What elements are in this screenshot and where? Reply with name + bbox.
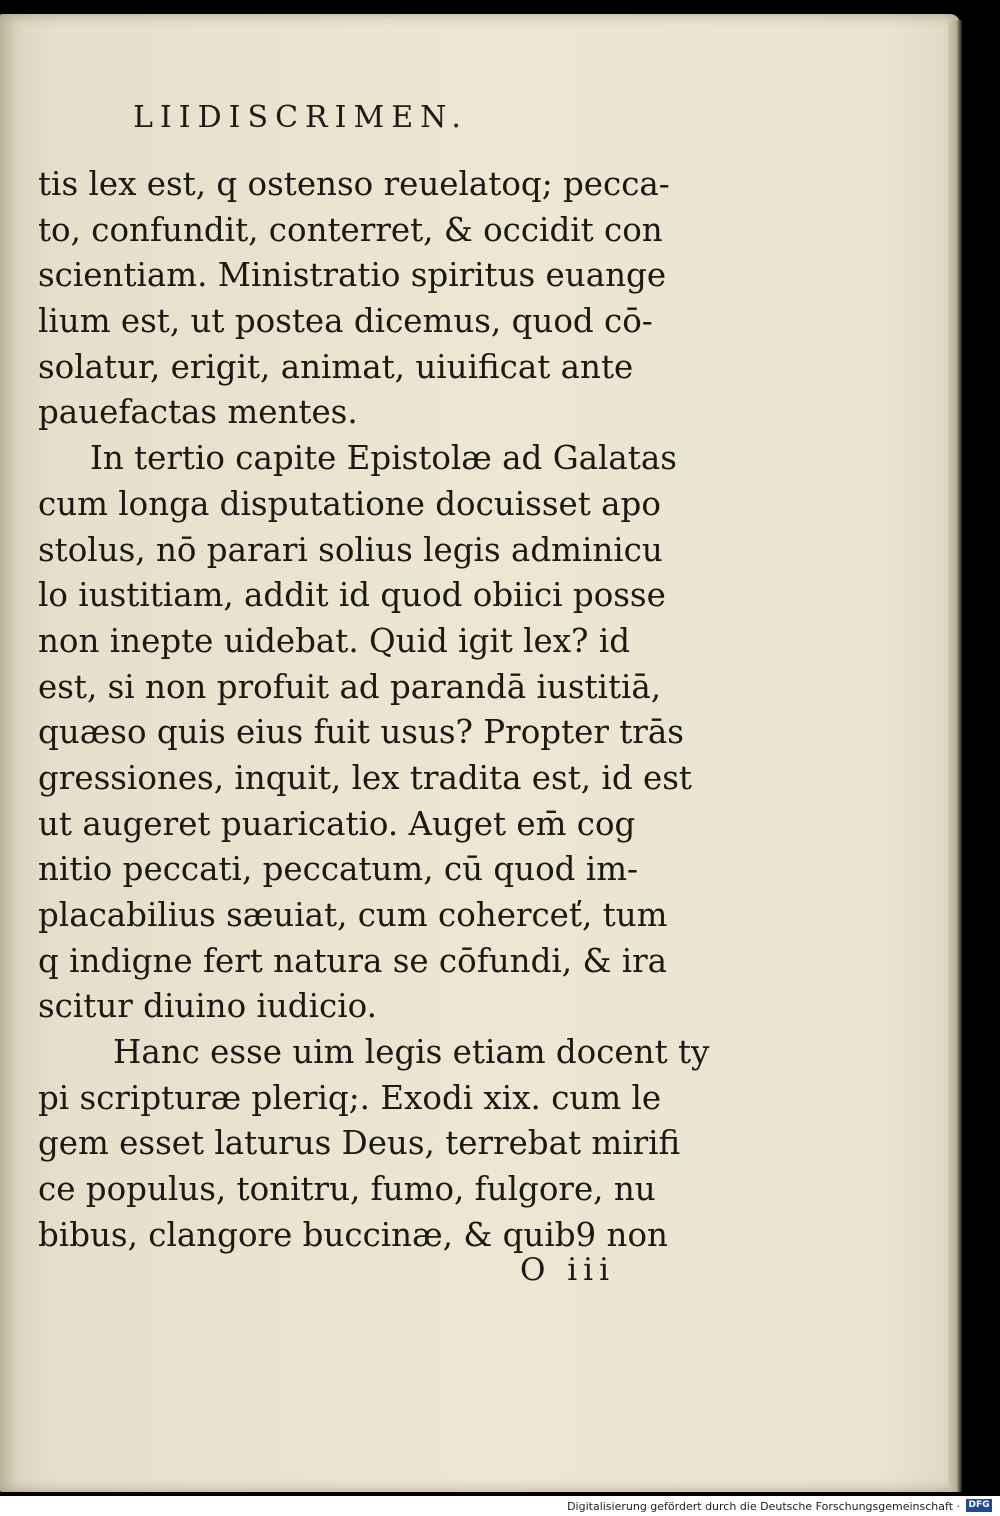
text-line: lo iustitiam, addit id quod obiici posse: [38, 576, 666, 615]
text-line: est, si non profuit ad parandā iustitiā,: [38, 667, 662, 706]
text-line: placabilius sæuiat, cum coherceť, tum: [38, 896, 668, 934]
text-line: solatur, erigit, animat, uiuificat ante: [38, 347, 634, 386]
text-line: cum longa disputatione docuisset apo: [38, 484, 661, 523]
page-edge: [948, 20, 962, 1492]
text-line: gem esset laturus Deus, terrebat mirifi: [38, 1124, 681, 1163]
text-line: stolus, nō parari solius legis adminicu: [38, 530, 663, 569]
paragraph-start-line: In tertio capite Epistolæ ad Galatas: [90, 439, 677, 478]
text-line: quæso quis eius fuit usus? Propter trās: [38, 713, 684, 752]
dfg-logo-icon: DFG: [966, 1499, 992, 1512]
running-head: LIIDISCRIMEN.: [133, 100, 468, 135]
text-line: nitio peccati, peccatum, cū quod im-: [38, 850, 638, 889]
text-line: ut augeret puaricatio. Auget em̄ cog: [38, 804, 636, 843]
text-line: scitur diuino iudicio.: [38, 987, 377, 1026]
signature-mark: O iii: [520, 1252, 616, 1288]
funding-credit: Digitalisierung gefördert durch die Deutsche Forschungsgemeinschaft ·: [567, 1500, 960, 1513]
text-line: tis lex est, q ostenso reuelatoq; pecca-: [38, 165, 670, 203]
text-line: to, confundit, conterret, & occidit con: [38, 210, 663, 249]
text-line: lium est, ut postea dicemus, quod cō-: [38, 302, 653, 341]
text-line: q indigne fert natura se cōfundi, & ira: [38, 941, 668, 980]
text-line: scientiam. Ministratio spiritus euange: [38, 256, 667, 295]
body-text: [38, 162, 710, 1259]
text-line: ce populus, tonitru, fumo, fulgore, nu: [38, 1170, 656, 1209]
text-line: pauefactas mentes.: [38, 393, 358, 432]
text-line: non inepte uidebat. Quid igit lex? id: [38, 621, 631, 660]
text-line: pi scripturæ pleriq;. Exodi xix. cum le: [38, 1078, 662, 1117]
text-line: gressiones, inquit, lex tradita est, id est: [38, 758, 692, 797]
paragraph-start-line: Hanc esse uim legis etiam docent ty: [113, 1033, 710, 1072]
text-line: bibus, clangore buccinæ, & quib9 non: [38, 1215, 668, 1254]
